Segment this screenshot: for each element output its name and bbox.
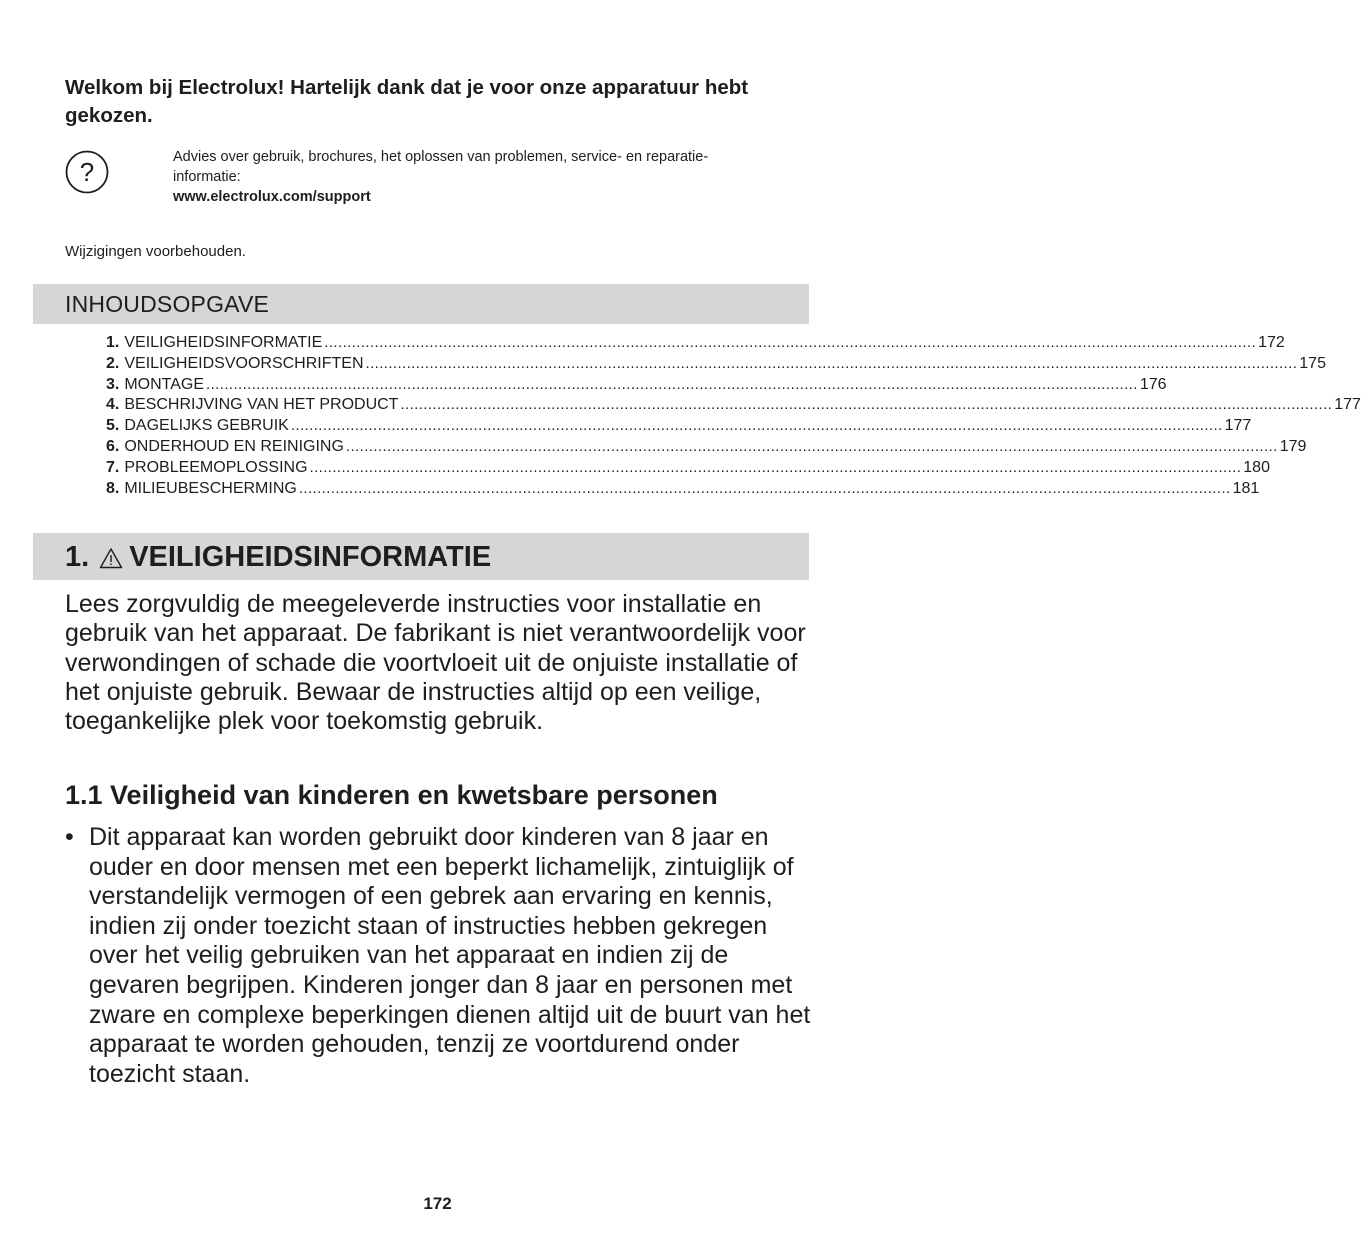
welcome-heading: Welkom bij Electrolux! Hartelijk dank dat je voor onze apparatuur hebt gekozen.	[65, 76, 749, 127]
toc-item-label: VEILIGHEIDSVOORSCHRIFTEN	[124, 354, 364, 372]
toc-leader-dots: ............................................................................................................................................................................................................	[345, 437, 1278, 455]
section-1-number: 1.	[65, 541, 90, 573]
toc-leader-dots: ............................................................................................................................................................................................................	[206, 375, 1138, 393]
toc-item[interactable]	[106, 354, 1326, 375]
toc-item-label: MONTAGE	[124, 375, 205, 393]
bullet-marker: •	[65, 823, 74, 851]
toc-item-label: PROBLEEMOPLOSSING	[124, 458, 308, 476]
warning-triangle-icon	[99, 547, 123, 569]
toc-item-page: 172	[1258, 334, 1285, 351]
toc-item-label: BESCHRIJVING VAN HET PRODUCT	[124, 396, 399, 414]
toc-item-page: 175	[1299, 354, 1326, 372]
toc-item-label: ONDERHOUD EN REINIGING	[124, 437, 344, 455]
toc-leader-dots: ............................................................................................................................................................................................................	[365, 354, 1298, 372]
toc-item-number: 4.	[106, 396, 120, 414]
question-circle-icon	[65, 150, 109, 194]
toc-item-number: 5.	[106, 417, 120, 435]
support-info	[173, 147, 813, 207]
toc-item-page: 179	[1279, 437, 1307, 455]
section-1-1-heading: 1.1 Veiligheid van kinderen en kwetsbare personen	[65, 780, 718, 810]
section-1-title-text: VEILIGHEIDSINFORMATIE	[129, 541, 492, 573]
toc-item-number: 3.	[106, 375, 120, 393]
toc-item[interactable]	[106, 437, 1307, 458]
page-number: 172	[423, 1194, 452, 1213]
toc-item-page: 177	[1334, 396, 1361, 414]
toc-item-number: 1.	[106, 334, 120, 351]
toc-leader-dots: ............................................................................................................................................................................................................	[324, 334, 1257, 351]
section-1-intro: Lees zorgvuldig de meegeleverde instructies voor installatie en gebruik van het apparaat. De fabrikant is niet verantwoordelijk voor verwondingen of schade die voortvloeit uit de onjuiste installatie of het onjuiste gebruik. Bewaar de instructies altijd op een veilige, toegankelijke plek voor toekomstig gebruik.	[65, 590, 806, 736]
svg-text:?: ?	[79, 157, 95, 187]
toc-item-page: 176	[1139, 375, 1167, 393]
support-text-line1: Advies over gebruik, brochures, het oplossen van problemen, service- en reparatie-	[173, 149, 709, 165]
toc-leader-dots: ............................................................................................................................................................................................................	[298, 479, 1231, 497]
toc-leader-dots: ............................................................................................................................................................................................................	[290, 417, 1223, 435]
list-item-text: Dit apparaat kan worden gebruikt door kinderen van 8 jaar en ouder en door mensen met een beperkt lichamelijk, zintuiglijk of verstandelijk vermogen of een gebrek aan ervaring en kennis, indien zij onder toezicht staan of instructies hebben gekregen over het veilig gebruiken van het apparaat en indien zij de gevaren begrijpen. Kinderen jonger dan 8 jaar en personen met zware en complexe beperkingen dienen altijd uit de buurt van het apparaat te worden gehouden, tenzij ze voortdurend onder toezicht staan.	[89, 823, 811, 1088]
toc-item[interactable]	[106, 333, 1285, 354]
toc-leader-dots: ............................................................................................................................................................................................................	[309, 458, 1242, 476]
toc-item-page: 181	[1232, 479, 1260, 497]
toc-item[interactable]	[106, 479, 1260, 500]
section-1-1-list	[65, 823, 815, 1089]
toc-item-label: DAGELIJKS GEBRUIK	[124, 417, 289, 435]
toc-leader-dots: ............................................................................................................................................................................................................	[400, 396, 1333, 414]
list-item	[65, 823, 815, 1089]
toc-item[interactable]	[106, 416, 1252, 437]
section-1-title	[65, 541, 491, 574]
section-1-header-bar	[33, 533, 809, 580]
toc-item-page: 177	[1224, 417, 1252, 435]
toc-item-number: 2.	[106, 354, 120, 372]
toc-title: INHOUDSOPGAVE	[65, 291, 270, 317]
toc-item-number: 7.	[106, 458, 120, 476]
toc-header-bar	[33, 284, 809, 324]
toc-item-number: 8.	[106, 479, 120, 497]
changes-notice: Wijzigingen voorbehouden.	[65, 243, 246, 260]
toc-item[interactable]	[106, 395, 1361, 416]
toc-item-label: VEILIGHEIDSINFORMATIE	[124, 334, 323, 351]
table-of-contents	[106, 333, 1361, 499]
support-url-link[interactable]: www.electrolux.com/support	[173, 189, 371, 205]
toc-item-page: 180	[1243, 458, 1270, 476]
toc-item-label: MILIEUBESCHERMING	[124, 479, 297, 497]
toc-item-number: 6.	[106, 437, 120, 455]
support-text-line2: informatie:	[173, 169, 241, 185]
toc-item[interactable]	[106, 375, 1167, 396]
toc-item[interactable]	[106, 458, 1270, 479]
